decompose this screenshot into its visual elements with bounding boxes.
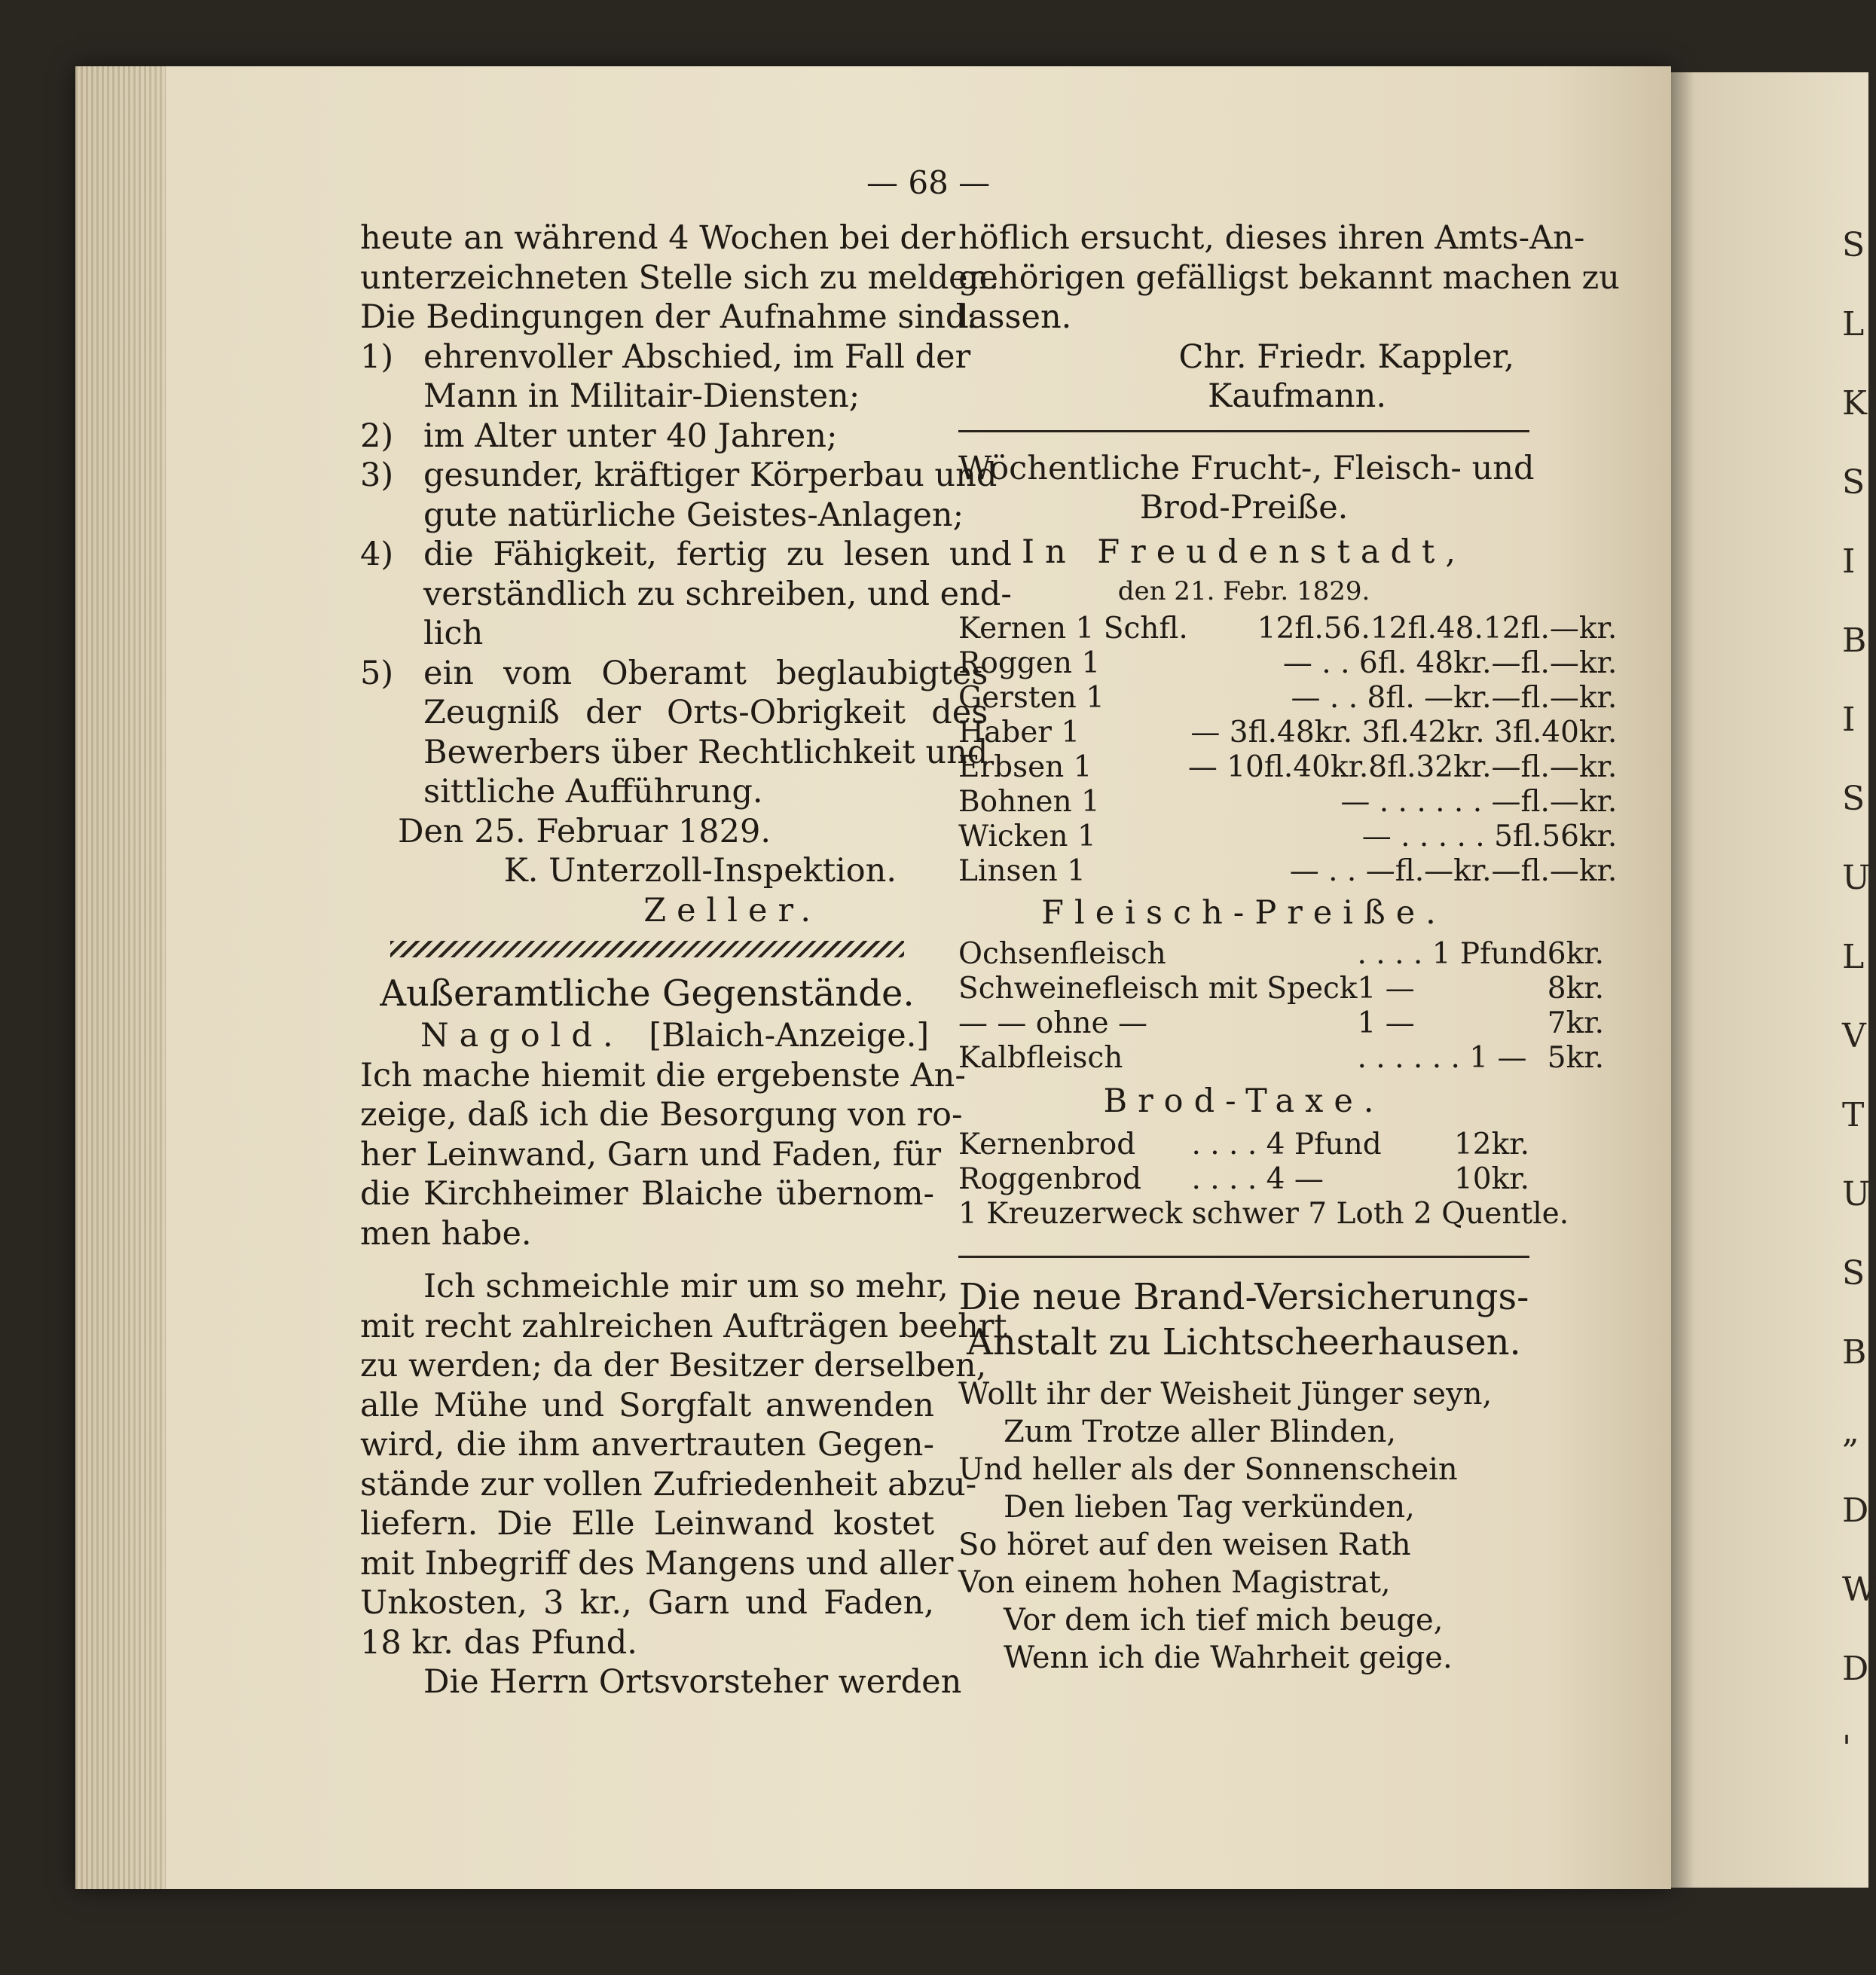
text-line: lassen. [958, 298, 1072, 336]
poem-title-2: Anstalt zu Lichtscheerhausen. [967, 1320, 1521, 1363]
place-name: Nagold. [420, 1017, 624, 1055]
facing-page-letter: I [1842, 542, 1856, 581]
item-number: 1) [360, 337, 394, 376]
price-cell-item: Haber 1 [958, 715, 1080, 749]
price-cell-item: Linsen 1 [958, 853, 1086, 888]
prices-date: den 21. Febr. 1829. [1117, 576, 1370, 606]
meat-title: Fleisch-Preiße. [1041, 893, 1447, 932]
price-cell-mid: 1 — [1357, 1006, 1415, 1040]
text-line: mit Inbegriff des Mangens und aller [360, 1544, 954, 1583]
poem-line: Den lieben Tag verkünden, [1004, 1489, 1415, 1525]
price-row [958, 820, 1617, 854]
text-line: 18 kr. das Pfund. [360, 1623, 637, 1662]
price-row [958, 750, 1617, 785]
price-cell-item: Wicken 1 [958, 819, 1096, 853]
text-line: alle Mühe und Sorgfalt anwenden [360, 1386, 934, 1424]
bread-price-table [958, 1128, 1529, 1197]
price-cell-mid: . . . . 4 — [1191, 1161, 1324, 1196]
facing-page-letter: W [1842, 1571, 1876, 1609]
price-row [958, 1041, 1604, 1076]
price-row [958, 646, 1617, 681]
text-line: liefern. Die Elle Leinwand kostet [360, 1505, 934, 1543]
facing-page [1671, 72, 1871, 1888]
text-line: zeige, daß ich die Besorgung von ro- [360, 1096, 963, 1134]
price-cell-item: Roggenbrod [958, 1161, 1142, 1196]
price-cell-item: Gersten 1 [958, 680, 1105, 715]
text-line: wird, die ihm anvertrauten Gegen- [360, 1426, 934, 1464]
text-line: Die Herrn Ortsvorsteher werden [423, 1663, 962, 1701]
price-cell-item: Schweinefleisch mit Speck [958, 972, 1358, 1006]
page-number: — 68 — [866, 164, 991, 201]
list-item [360, 456, 998, 535]
text-line: her Leinwand, Garn und Faden, für [360, 1135, 942, 1174]
price-cell-mid: 1 — [1357, 972, 1415, 1006]
text-line: Zeugniß der Orts-Obrigkeit des [423, 694, 988, 731]
text-line: Ich mache hiemit die ergebenste An- [360, 1056, 966, 1094]
item-number: 3) [360, 456, 394, 494]
price-row [958, 1128, 1529, 1162]
facing-page-letter: K [1842, 384, 1867, 423]
text-line: Unkosten, 3 kr., Garn und Faden, [360, 1584, 934, 1622]
notice-signer: Zeller. [643, 891, 821, 930]
facing-page-letter: I [1842, 701, 1856, 739]
price-cell-price: — 3fl.48kr. 3fl.42kr. 3fl.40kr. [1190, 715, 1618, 749]
text-line: unterzeichneten Stelle sich zu melden. [360, 258, 999, 297]
price-cell-price: 12fl.56.12fl.48.12fl.—kr. [1257, 611, 1618, 646]
price-cell-mid: . . . . . . 1 — [1357, 1041, 1527, 1075]
prices-title-2: Brod-Preiße. [1139, 489, 1349, 527]
facing-page-letter: L [1842, 938, 1865, 976]
facing-page-letter: L [1842, 305, 1865, 343]
price-cell-price: — . . —fl.—kr.—fl.—kr. [1289, 853, 1618, 888]
price-row [958, 854, 1617, 889]
wavy-divider [390, 941, 904, 957]
poem-line: Zum Trotze aller Blinden, [1004, 1414, 1397, 1449]
poem-line: So höret auf den weisen Rath [958, 1527, 1411, 1562]
price-row [958, 681, 1617, 716]
facing-page-letter: S [1842, 780, 1865, 818]
text-line: gehörigen gefälligst bekannt machen zu [958, 258, 1620, 297]
price-row [958, 716, 1617, 750]
text-line: die Fähigkeit, fertig zu lesen und [423, 536, 1012, 573]
price-cell-price: — 10fl.40kr.8fl.32kr.—fl.—kr. [1187, 749, 1618, 784]
price-cell-price: 6kr. [1547, 937, 1604, 971]
text-line: verständlich zu schreiben, und end- [423, 575, 1012, 613]
price-cell-item: Roggen 1 [958, 646, 1101, 680]
facing-page-letter: S [1842, 1254, 1865, 1293]
facing-page-letter: B [1842, 621, 1867, 660]
price-cell-item: — — ohne — [958, 1006, 1147, 1040]
text-line: sittliche Aufführung. [423, 773, 763, 810]
item-number: 4) [360, 536, 394, 573]
text-line: Mann in Militair-Diensten; [423, 377, 860, 415]
facing-page-letter: „ [1842, 1412, 1859, 1451]
price-row [958, 785, 1617, 820]
price-cell-item: Kalbfleisch [958, 1041, 1123, 1075]
text-line: ehrenvoller Abschied, im Fall der [423, 337, 971, 376]
price-cell-price: 10kr. [1453, 1161, 1529, 1196]
bread-title: Brod-Taxe. [1103, 1082, 1385, 1120]
text-line: heute an während 4 Wochen bei der [360, 219, 955, 257]
meat-price-table [958, 937, 1604, 1076]
text-line: die Kirchheimer Blaiche übernom- [360, 1175, 934, 1213]
text-line: Ich schmeichle mir um so mehr, [423, 1268, 949, 1305]
price-cell-price: 5kr. [1547, 1041, 1604, 1075]
section-title: Außeramtliche Gegenstände. [380, 972, 915, 1015]
price-cell-price: — . . . . . 5fl.56kr. [1361, 819, 1618, 853]
facing-page-letter: V [1842, 1017, 1866, 1055]
price-cell-item: Kernenbrod [958, 1127, 1136, 1161]
text-line: ein vom Oberamt beglaubigtes [423, 654, 988, 692]
facing-page-letter: D [1842, 1491, 1869, 1530]
facing-page-letter: D [1842, 1650, 1869, 1688]
poem-line: Vor dem ich tief mich beuge, [1004, 1602, 1444, 1638]
price-row [958, 937, 1604, 972]
price-cell-price: — . . 8fl. —kr.—fl.—kr. [1291, 680, 1618, 715]
profession: Kaufmann. [1208, 377, 1386, 415]
grain-price-table [958, 612, 1617, 889]
price-cell-price: — . . 6fl. 48kr.—fl.—kr. [1282, 646, 1618, 680]
text-line: lich [423, 615, 484, 652]
list-item [360, 337, 971, 417]
facing-page-letter: T [1842, 1096, 1865, 1134]
notice-date: Den 25. Februar 1829. [398, 812, 771, 850]
divider [958, 430, 1529, 432]
divider [958, 1256, 1529, 1258]
price-cell-mid: . . . . 1 Pfund [1357, 937, 1548, 971]
text-line: Bewerbers über Rechtlichkeit und [423, 733, 988, 771]
right-column [958, 218, 1620, 1677]
text-line: zu werden; da der Besitzer derselben, [360, 1347, 987, 1384]
facing-page-letter: B [1842, 1333, 1867, 1372]
notice-office: K. Unterzoll-Inspektion. [503, 852, 897, 890]
facing-page-letter: S [1842, 463, 1865, 502]
text-line: höflich ersucht, dieses ihren Amts-An- [958, 219, 1585, 257]
poem-line: Und heller als der Sonnenschein [958, 1451, 1458, 1487]
prices-place: In Freudenstadt, [1021, 533, 1466, 571]
signature: Chr. Friedr. Kappler, [1178, 337, 1514, 376]
price-row [958, 1162, 1529, 1197]
page-edges [75, 66, 166, 1889]
price-row [958, 1006, 1604, 1041]
poem [958, 1375, 1529, 1677]
price-row [958, 612, 1617, 646]
poem-line: Wollt ihr der Weisheit Jünger seyn, [958, 1376, 1493, 1412]
list-item [360, 417, 934, 456]
text-line: mit recht zahlreichen Aufträgen beehrt [360, 1307, 1007, 1345]
price-cell-price: 8kr. [1547, 972, 1604, 1006]
text-line: men habe. [360, 1214, 532, 1253]
text-line: stände zur vollen Zufriedenheit abzu- [360, 1465, 977, 1503]
poem-title: Die neue Brand-Versicherungs- [958, 1275, 1529, 1318]
facing-page-letter: ' [1842, 1729, 1852, 1767]
facing-page-letter: U [1842, 859, 1871, 897]
facing-page-letter: U [1842, 1175, 1871, 1213]
poem-line: Wenn ich die Wahrheit geige. [1004, 1640, 1453, 1675]
bread-note: 1 Kreuzerweck schwer 7 Loth 2 Quentle. [958, 1196, 1569, 1231]
poem-line: Von einem hohen Magistrat, [958, 1564, 1391, 1600]
list-item [360, 654, 988, 812]
prices-title: Wöchentliche Frucht-, Fleisch- und [958, 449, 1535, 487]
text-line: gute natürliche Geistes-Anlagen; [423, 496, 964, 534]
price-cell-item: Erbsen 1 [958, 749, 1092, 784]
price-cell-mid: . . . . 4 Pfund [1191, 1127, 1382, 1161]
price-row [958, 972, 1604, 1006]
item-number: 5) [360, 654, 394, 692]
facing-page-letter: S [1842, 226, 1865, 264]
price-cell-price: — . . . . . . —fl.—kr. [1340, 784, 1618, 819]
announcement-heading [360, 1016, 934, 1056]
text-line: im Alter unter 40 Jahren; [423, 417, 838, 455]
price-cell-item: Kernen 1 Schfl. [958, 611, 1188, 646]
text-line: Die Bedingungen der Aufnahme sind: [360, 298, 977, 336]
text-line: gesunder, kräftiger Körperbau und [423, 456, 998, 494]
price-cell-item: Ochsenfleisch [958, 937, 1166, 971]
left-column [360, 218, 1012, 1702]
price-cell-item: Bohnen 1 [958, 784, 1100, 819]
price-cell-price: 7kr. [1547, 1006, 1604, 1040]
list-item [360, 535, 1012, 654]
price-cell-price: 12kr. [1453, 1127, 1529, 1161]
announcement-tag: [Blaich-Anzeige.] [649, 1017, 930, 1055]
item-number: 2) [360, 417, 394, 455]
